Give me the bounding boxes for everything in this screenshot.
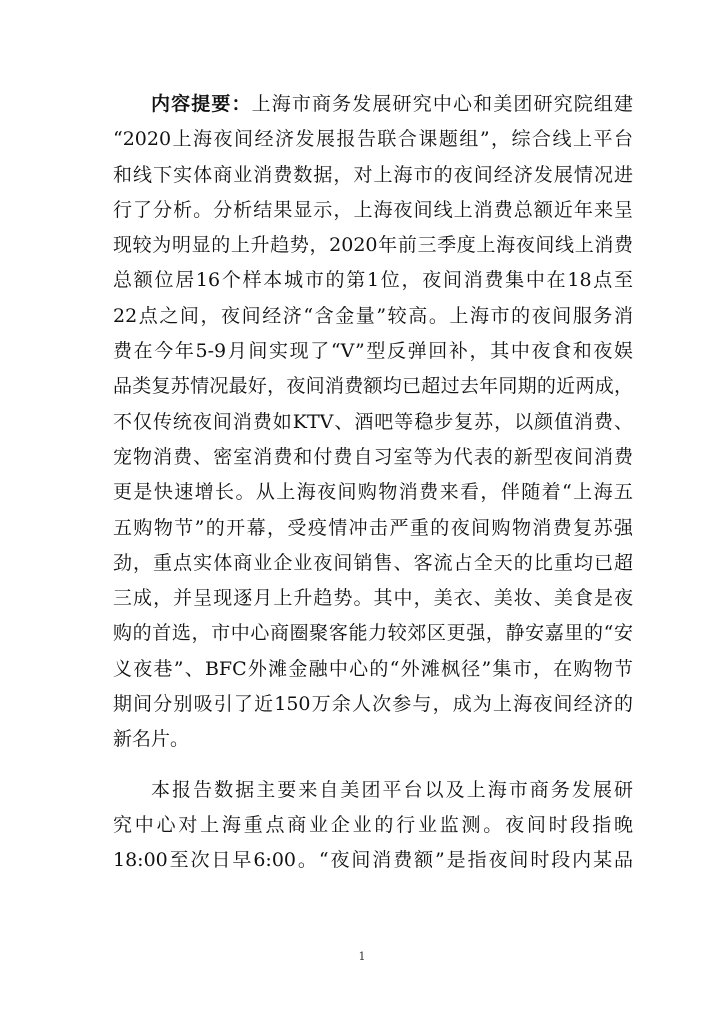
data-source-paragraph (113, 773, 633, 879)
text-line: 期间分别吸引了近150万余人次参与，成为上海夜间经济的 (113, 693, 633, 716)
text-line: 更是快速增长。从上海夜间购物消费来看，伴随着“上海五 (113, 481, 633, 504)
page-number: 1 (358, 950, 366, 963)
summary-paragraph (113, 87, 633, 758)
text-line: 三成，并呈现逐月上升趋势。其中，美衣、美妆、美食是夜 (113, 587, 633, 610)
text-line (113, 87, 633, 122)
text-line: 究中心对上海重点商业企业的行业监测。夜间时段指晚 (113, 813, 633, 836)
text-line-content: 上海市商务发展研究中心和美团研究院组建 (251, 93, 633, 115)
text-line: 费在今年5-9月间实现了“V”型反弹回补，其中夜食和夜娱 (113, 340, 633, 363)
text-line: “2020上海夜间经济发展报告联合课题组”，综合线上平台 (113, 128, 633, 151)
document-body (113, 87, 633, 879)
text-line: 18:00至次日早6:00。“夜间消费额”是指夜间时段内某品 (113, 849, 633, 872)
text-line: 购的首选，市中心商圈聚客能力较郊区更强，静安嘉里的“安 (113, 622, 633, 645)
text-line: 不仅传统夜间消费如KTV、酒吧等稳步复苏，以颜值消费、 (113, 410, 633, 433)
text-line: 新名片。 (113, 728, 190, 751)
text-line: 五购物节”的开幕，受疫情冲击严重的夜间购物消费复苏强 (113, 516, 633, 539)
text-line: 22点之间，夜间经济“含金量”较高。上海市的夜间服务消 (113, 304, 633, 327)
text-line: 品类复苏情况最好，夜间消费额均已超过去年同期的近两成， (113, 375, 633, 398)
text-line: 劲，重点实体商业企业夜间销售、客流占全天的比重均已超 (113, 551, 633, 574)
text-line: 宠物消费、密室消费和付费自习室等为代表的新型夜间消费 (113, 445, 633, 468)
text-line: 行了分析。分析结果显示，上海夜间线上消费总额近年来呈 (113, 198, 633, 221)
text-line: 现较为明显的上升趋势，2020年前三季度上海夜间线上消费 (113, 234, 633, 257)
text-line: 总额位居16个样本城市的第1位，夜间消费集中在18点至 (113, 269, 633, 292)
text-line: 本报告数据主要来自美团平台以及上海市商务发展研 (151, 778, 633, 801)
text-line: 义夜巷”、BFC外滩金融中心的“外滩枫径”集市，在购物节 (113, 657, 633, 680)
text-line: 和线下实体商业消费数据，对上海市的夜间经济发展情况进 (113, 163, 633, 186)
summary-label: 内容提要： (151, 93, 252, 115)
